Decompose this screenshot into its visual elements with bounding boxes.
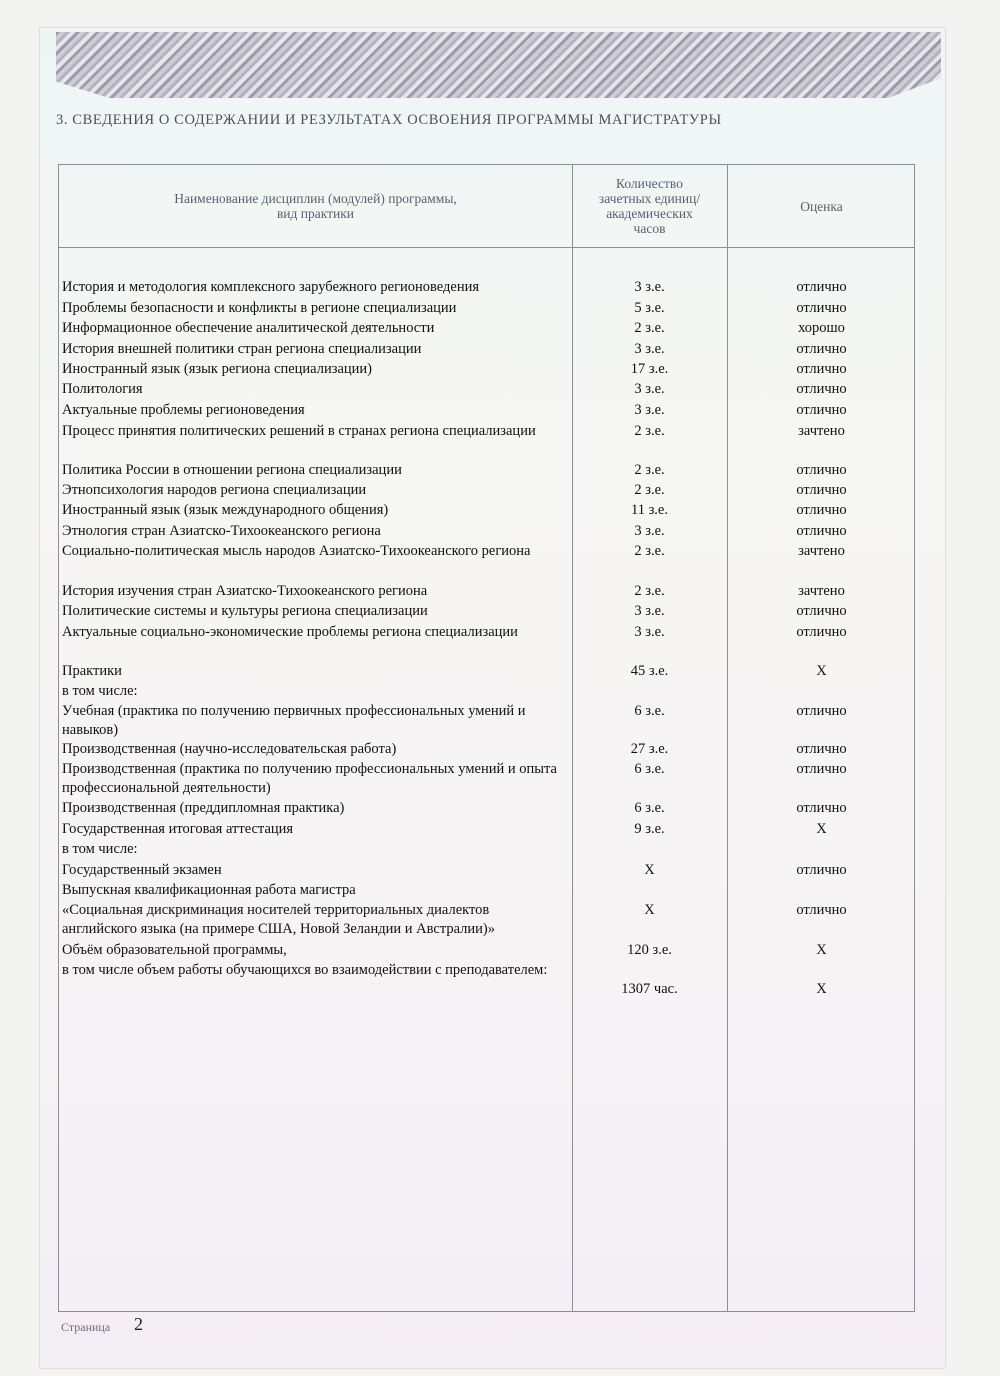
page-label: Страница — [61, 1320, 111, 1334]
results-table — [58, 164, 915, 1312]
grade-value: отлично — [796, 502, 847, 518]
credits-value: 3 з.е. — [634, 624, 665, 640]
credits-value: 27 з.е. — [630, 741, 669, 757]
discipline-name: Информационное обеспечение аналитической деятельности — [62, 320, 435, 336]
discipline-name: Иностранный язык (язык международного общения) — [62, 502, 389, 518]
credits-value: Х — [644, 862, 655, 878]
grade-value: отлично — [796, 741, 847, 757]
credits-value: 6 з.е. — [634, 761, 665, 777]
grade-value: отлично — [796, 624, 847, 640]
grade-value: отлично — [796, 902, 847, 918]
credits-value: 6 з.е. — [634, 703, 665, 719]
discipline-name: Социально-политическая мысль народов Азиатско-Тихоокеанского региона — [62, 543, 531, 559]
grade-value: отлично — [796, 381, 847, 397]
credits-value: 2 з.е. — [634, 583, 665, 599]
discipline-name: Процесс принятия политических решений в странах региона специализации — [62, 423, 536, 439]
grade-value: отлично — [796, 761, 847, 777]
grade-value: отлично — [796, 341, 847, 357]
grade-value: зачтено — [798, 583, 845, 599]
credits-value: 11 з.е. — [630, 502, 668, 518]
grade-value: отлично — [796, 361, 847, 377]
header-credits-line: часов — [633, 221, 666, 236]
credits-value: 3 з.е. — [634, 381, 665, 397]
section-title: 3. СВЕДЕНИЯ О СОДЕРЖАНИИ И РЕЗУЛЬТАТАХ ОСВОЕНИЯ ПРОГРАММЫ МАГИСТРАТУРЫ — [56, 112, 722, 128]
grade-value: хорошо — [798, 320, 845, 336]
credits-value: 17 з.е. — [630, 361, 669, 377]
grade-value: зачтено — [798, 543, 845, 559]
header-discipline-line: вид практики — [276, 206, 355, 221]
grade-value: отлично — [796, 862, 847, 878]
discipline-name: Актуальные проблемы регионоведения — [62, 402, 305, 418]
discipline-name: Объём образовательной программы, — [62, 942, 287, 958]
header-credits-line: Количество — [616, 176, 683, 191]
grade-value: отлично — [796, 603, 847, 619]
credits-value: 120 з.е. — [627, 942, 672, 958]
header-discipline-line: Наименование дисциплин (модулей) программы, — [174, 191, 457, 206]
grade-value: отлично — [796, 523, 847, 539]
discipline-name: Проблемы безопасности и конфликты в регионе специализации — [62, 300, 457, 316]
discipline-name: Политика России в отношении региона специализации — [62, 462, 402, 478]
credits-value: Х — [644, 902, 655, 918]
discipline-name: Политология — [62, 381, 143, 397]
table-header-divider — [59, 247, 914, 248]
credits-value: 5 з.е. — [634, 300, 665, 316]
grade-value: отлично — [796, 462, 847, 478]
discipline-name: в том числе объем работы обучающихся во взаимодействии с преподавателем: — [62, 962, 548, 978]
grade-value: Х — [816, 942, 827, 958]
discipline-name: Актуальные социально-экономические проблемы региона специализации — [62, 624, 518, 640]
discipline-name: Выпускная квалификационная работа магистра — [62, 882, 356, 898]
credits-value: 1307 час. — [621, 981, 678, 997]
grade-value: отлично — [796, 482, 847, 498]
discipline-name: Политические системы и культуры региона специализации — [62, 603, 428, 619]
credits-value: 3 з.е. — [634, 279, 665, 295]
discipline-name: Иностранный язык (язык региона специализации) — [62, 361, 373, 377]
grade-value: отлично — [796, 402, 847, 418]
credits-value: 9 з.е. — [634, 821, 665, 837]
credits-value: 2 з.е. — [634, 482, 665, 498]
grade-value: зачтено — [798, 423, 845, 439]
page-number: 2 — [134, 1314, 143, 1334]
discipline-name: Производственная (научно-исследовательская работа) — [62, 741, 397, 757]
credits-value: 3 з.е. — [634, 402, 665, 418]
security-pattern-band — [56, 32, 941, 98]
grade-value: отлично — [796, 300, 847, 316]
credits-value: 2 з.е. — [634, 320, 665, 336]
grade-value: отлично — [796, 800, 847, 816]
header-grade-label: Оценка — [800, 198, 843, 214]
header-credits — [572, 165, 727, 247]
credits-value: 6 з.е. — [634, 800, 665, 816]
credits-value: 3 з.е. — [634, 523, 665, 539]
credits-value: 45 з.е. — [630, 663, 669, 679]
discipline-name: «Социальная дискриминация носителей территориальных диалектов английского языка (на примере США, Новой Зеландии и Австралии)» — [62, 902, 495, 937]
discipline-name: Государственная итоговая аттестация — [62, 821, 294, 837]
discipline-name: Производственная (практика по получению профессиональных умений и опыта профессиональной деятельности) — [62, 761, 557, 796]
discipline-name: Практики — [62, 663, 122, 679]
grade-value: Х — [816, 663, 827, 679]
discipline-name: История и методология комплексного зарубежного регионоведения — [62, 279, 480, 295]
credits-value: 2 з.е. — [634, 462, 665, 478]
header-discipline-name — [59, 165, 572, 247]
discipline-name: Производственная (преддипломная практика) — [62, 800, 345, 816]
header-grade — [727, 165, 916, 247]
discipline-name: Этнология стран Азиатско-Тихоокеанского региона — [62, 523, 381, 539]
credits-value: 2 з.е. — [634, 423, 665, 439]
discipline-name: Этнопсихология народов региона специализации — [62, 482, 367, 498]
header-credits-line: зачетных единиц/ — [598, 191, 701, 206]
grade-value: отлично — [796, 703, 847, 719]
grade-value: отлично — [796, 279, 847, 295]
credits-value: 3 з.е. — [634, 341, 665, 357]
discipline-name: История изучения стран Азиатско-Тихоокеанского региона — [62, 583, 428, 599]
credits-value: 3 з.е. — [634, 603, 665, 619]
discipline-name: Государственный экзамен — [62, 862, 222, 878]
grade-value: Х — [816, 821, 827, 837]
header-credits-line: академических — [606, 206, 693, 221]
discipline-name: в том числе: — [62, 683, 138, 699]
credits-value: 2 з.е. — [634, 543, 665, 559]
discipline-name: История внешней политики стран региона специализации — [62, 341, 422, 357]
discipline-name: в том числе: — [62, 841, 138, 857]
discipline-name: Учебная (практика по получению первичных профессиональных умений и навыков) — [62, 703, 526, 738]
grade-value: Х — [816, 981, 827, 997]
